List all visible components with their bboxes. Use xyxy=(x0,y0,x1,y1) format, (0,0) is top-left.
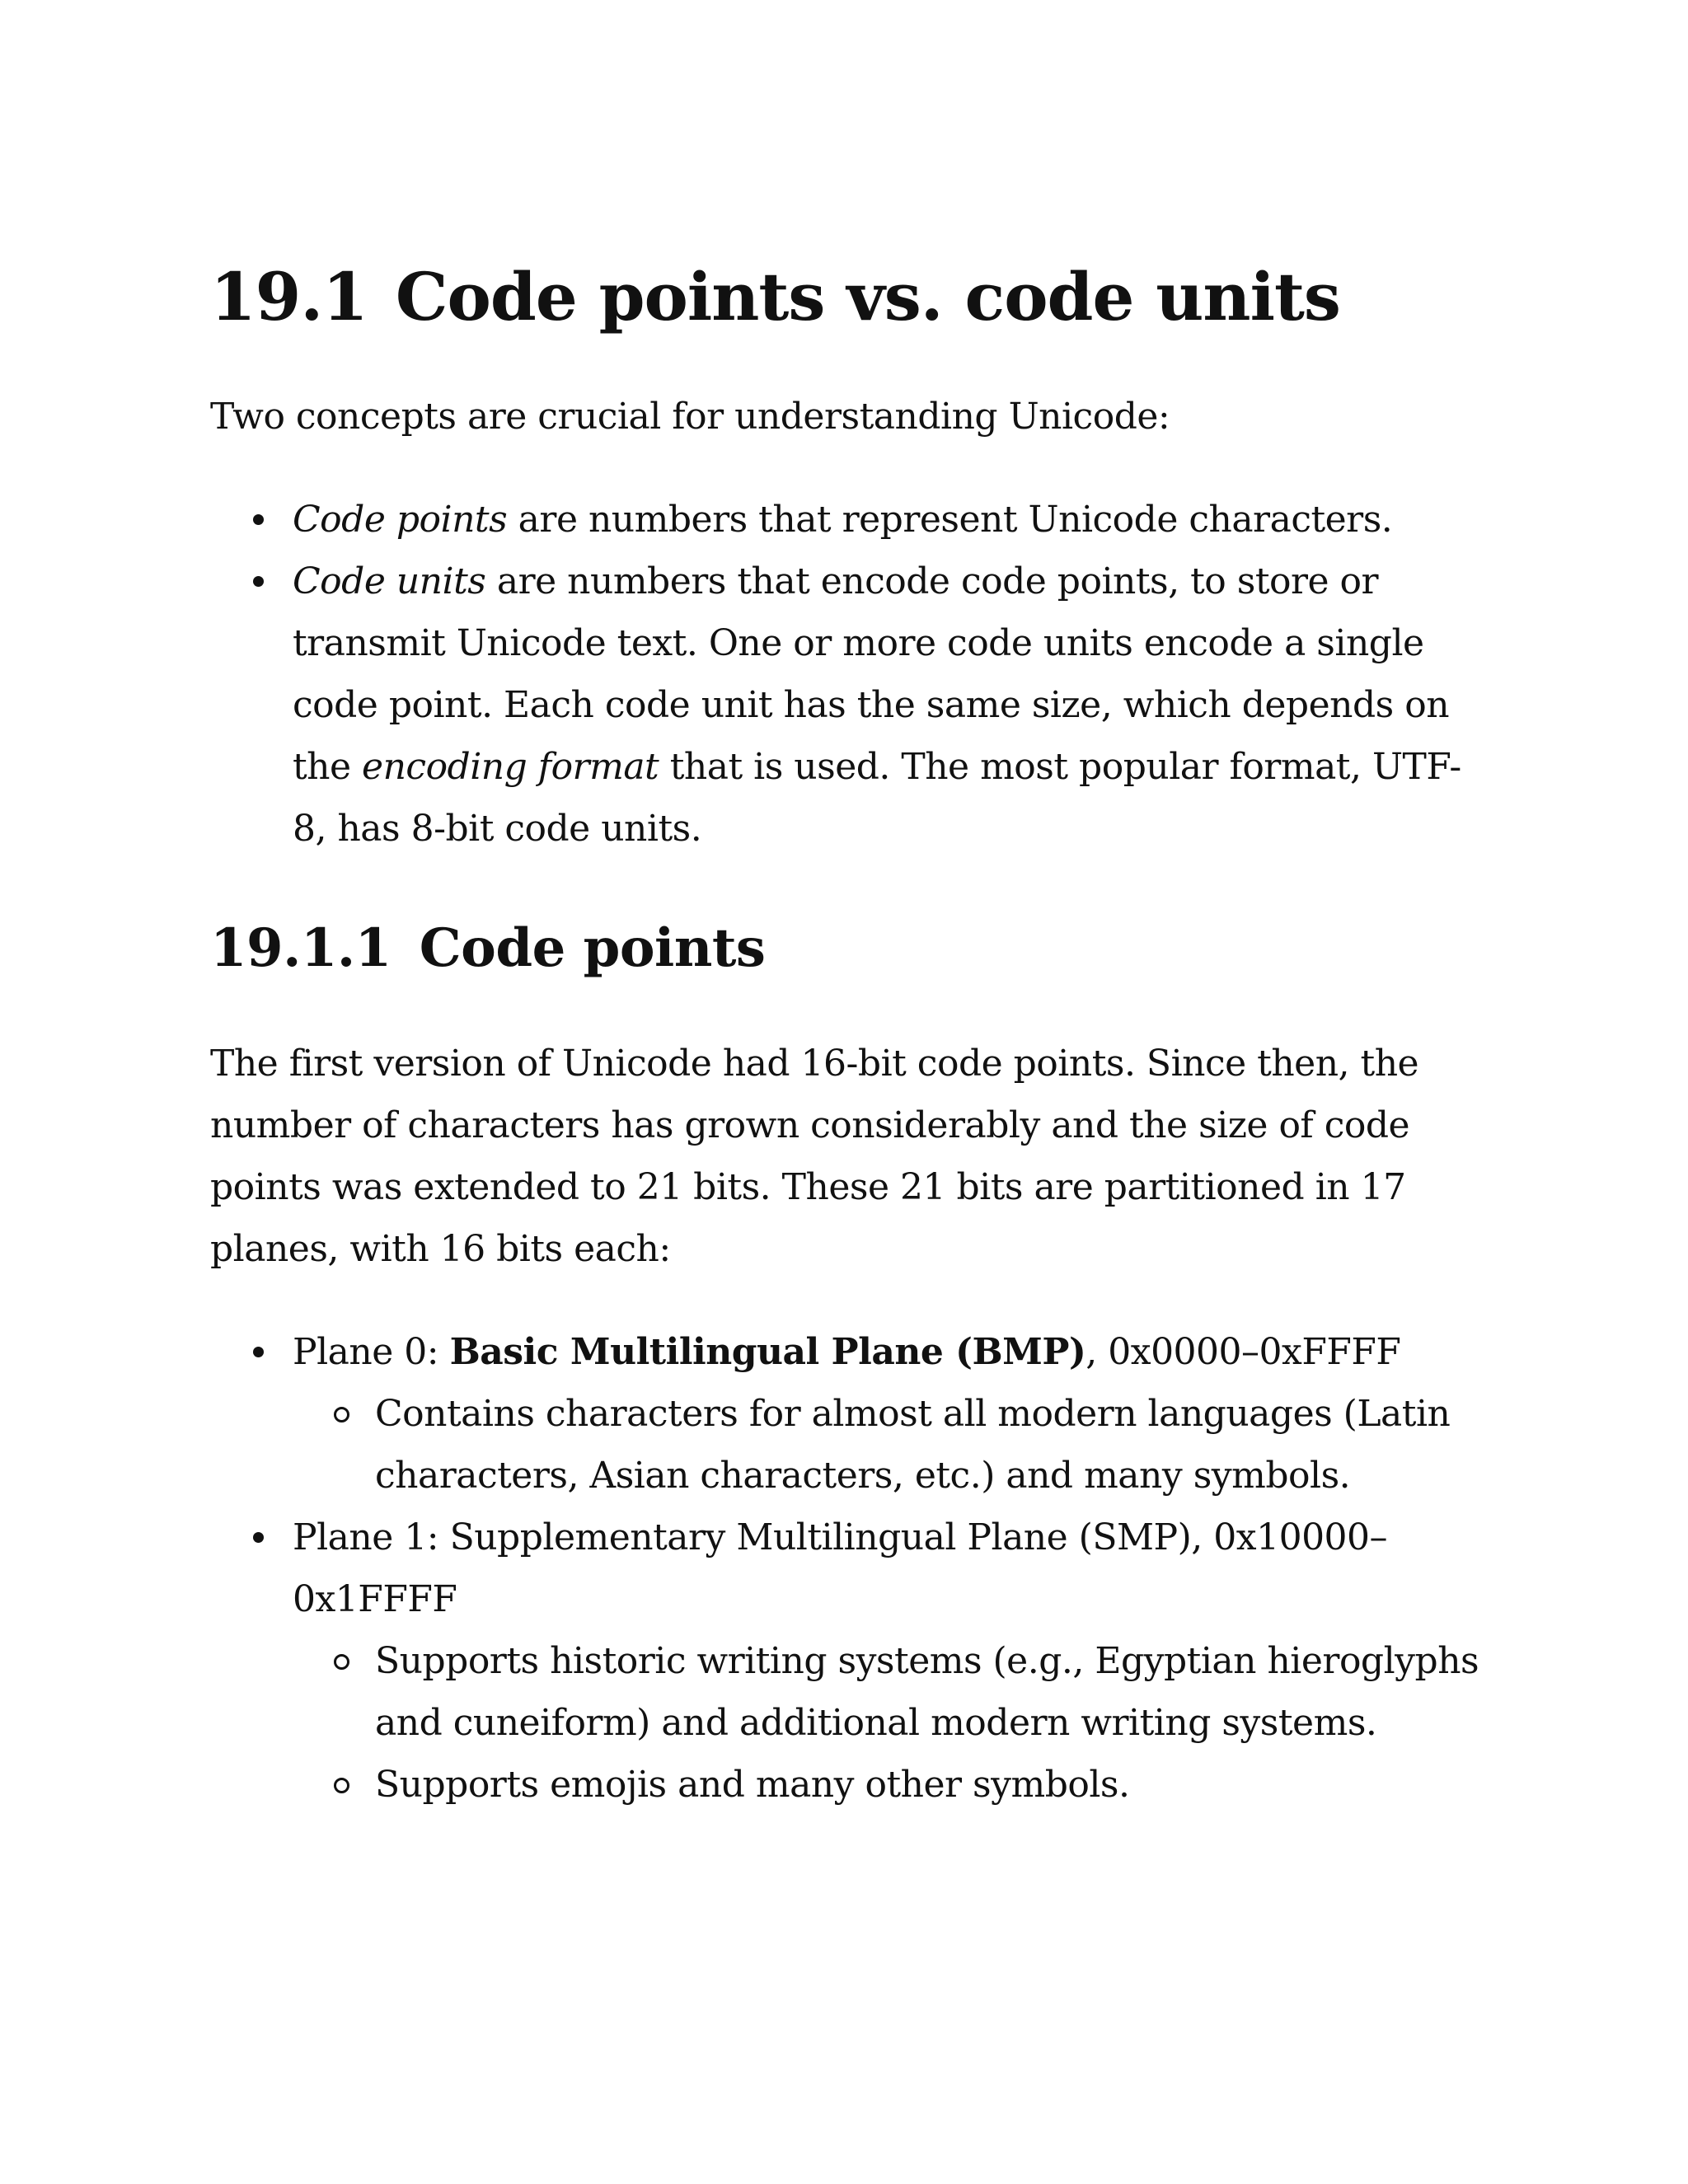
list-item-code-units xyxy=(210,551,1488,860)
concepts-list xyxy=(210,489,1488,860)
list-item-code-points xyxy=(210,489,1488,551)
planes-paragraph: The first version of Unicode had 16-bit code points. Since then, the number of characters has grown considerably and the size of code points was extended to 21 bits. These 21 bits are partitioned in 17 planes, with 16 bits each: xyxy=(210,1043,1419,1270)
section-number: 19.1 xyxy=(210,258,368,335)
intro-paragraph: Two concepts are crucial for understanding Unicode: xyxy=(210,396,1170,438)
plane-1-sublist xyxy=(293,1630,1488,1816)
subsection-heading xyxy=(210,907,1488,990)
plane-1-text: Plane 1: Supplementary Multilingual Plane (SMP), 0x10000–0x1FFFF xyxy=(293,1516,1388,1620)
plane-0-range: , 0x0000–0xFFFF xyxy=(1085,1331,1401,1373)
plane-0-sublist xyxy=(293,1383,1488,1507)
section-heading xyxy=(210,247,1488,346)
plane-1-sub-item: Supports historic writing systems (e.g., Egyptian hieroglyphs and cuneiform) and additional modern writing systems. xyxy=(293,1630,1488,1754)
plane-0-prefix: Plane 0: xyxy=(293,1331,450,1373)
list-item-plane-0 xyxy=(210,1321,1488,1507)
term-code-units: Code units xyxy=(293,560,486,602)
definition-code-units-b: that is used. The most popular format, UTF-8, has 8-bit code units. xyxy=(293,746,1461,850)
list-item-plane-1 xyxy=(210,1507,1488,1816)
page-content xyxy=(210,247,1488,1816)
plane-1-sub-item: Supports emojis and many other symbols. xyxy=(293,1754,1488,1816)
term-encoding-format: encoding format xyxy=(362,746,659,788)
plane-0-sub-item: Contains characters for almost all modern languages (Latin characters, Asian characters, etc.) and many symbols. xyxy=(293,1383,1488,1507)
plane-0-name: Basic Multilingual Plane (BMP) xyxy=(449,1331,1086,1373)
subsection-number: 19.1.1 xyxy=(210,917,392,979)
section-title: Code points vs. code units xyxy=(395,258,1340,335)
definition-code-units-a: are numbers that encode code points, to store or transmit Unicode text. One or more code units encode a single code point. Each code unit has the same size, which depends on the xyxy=(293,560,1450,788)
subsection-title: Code points xyxy=(419,917,766,979)
planes-list xyxy=(210,1321,1488,1816)
term-code-points: Code points xyxy=(293,499,508,541)
definition-code-points: are numbers that represent Unicode characters. xyxy=(507,499,1393,541)
